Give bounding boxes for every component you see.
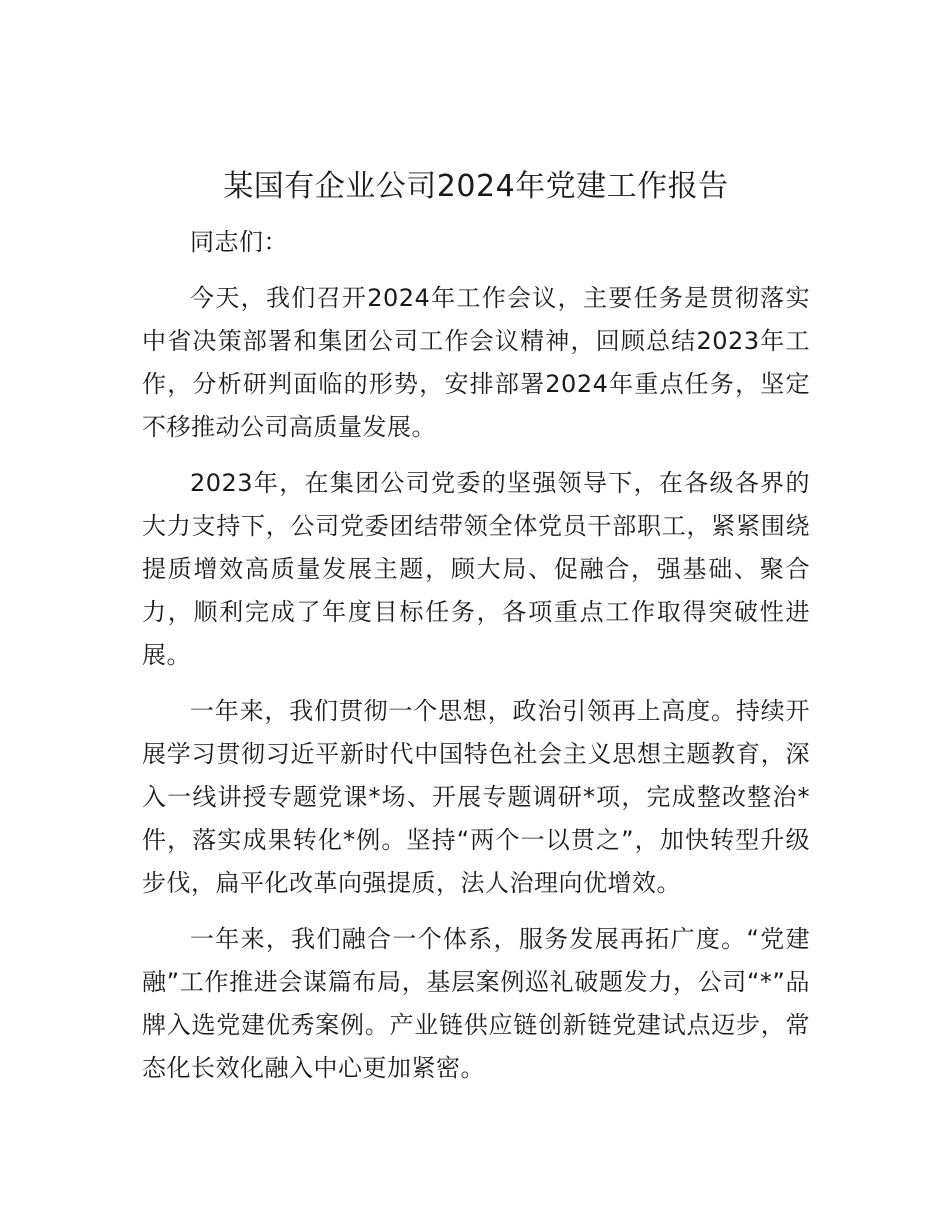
- paragraph-meeting-intro: 今天，我们召开2024年工作会议，主要任务是贯彻落实中省决策部署和集团公司工作会议精神，回顾总结2023年工作，分析研判面临的形势，安排部署2024年重点任务，坚定不移推动公司高质量发展。: [142, 284, 810, 441]
- paragraph-integration-system: 一年来，我们融合一个体系，服务发展再拓广度。“党建融”工作推进会谋篇布局，基层案例巡礼破题发力，公司“*”品牌入选党建优秀案例。产业链供应链创新链党建试点迈步，常态化长效化融入中心更加紧密。: [142, 925, 810, 1082]
- document-body: [142, 163, 810, 1103]
- paragraph-2023-summary: 2023年，在集团公司党委的坚强领导下，在各级各界的大力支持下，公司党委团结带领全体党员干部职工，紧紧围绕提质增效高质量发展主题，顾大局、促融合，强基础、聚合力，顺利完成了年度目标任务，各项重点工作取得突破性进展。: [142, 469, 810, 669]
- document-title: 某国有企业公司2024年党建工作报告: [223, 169, 729, 204]
- paragraph-political-leadership: 一年来，我们贯彻一个思想，政治引领再上高度。持续开展学习贯彻习近平新时代中国特色社会主义思想主题教育，深入一线讲授专题党课*场、开展专题调研*项，完成整改整治*件，落实成果转化*例。坚持“两个一以贯之”，加快转型升级步伐，扁平化改革向强提质，法人治理向优增效。: [142, 697, 810, 897]
- salutation: 同志们：: [190, 228, 288, 256]
